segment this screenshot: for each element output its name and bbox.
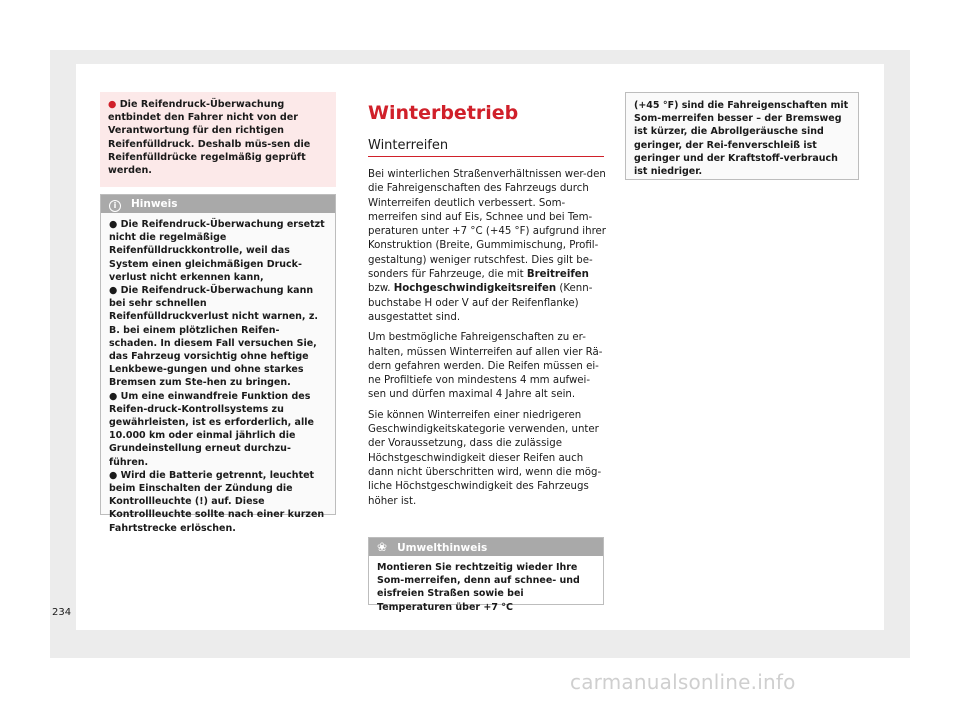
hint-item: ● Die Reifendruck-Überwachung kann bei sehr schnellen Reifenfülldruckverlust nicht warnen, z. B. bei einem plötzlichen Reifen-schaden. In diesem Fall versuchen Sie, das Fahrzeug vorsichtig ohne heftige Lenkbewe-gungen und ohne starkes Bremsen zum Ste-hen zu bringen.	[109, 285, 318, 389]
section-title: Winterbetrieb	[368, 102, 519, 124]
paragraph-3: Sie können Winterreifen einer niedrigeren Geschwindigkeitskategorie verwenden, unter der Voraussetzung, dass die zulässige Höchstgeschwindigkeit dieser Reifen auch dann nicht überschritten wird, wenn die mög-liche Höchstgeschwindigkeit des Fahrzeugs höher ist.	[368, 409, 602, 507]
watermark: carmanualsonline.info	[570, 670, 796, 694]
hint-box	[100, 194, 336, 534]
p1-bold-hochgeschwindigkeitsreifen: Hochgeschwindigkeitsreifen	[393, 283, 557, 295]
environment-note-text: Montieren Sie rechtzeitig wieder Ihre Som-merreifen, denn auf schnee- und eisfreien Straßen sowie bei Temperaturen über +7 °C	[377, 562, 580, 613]
hint-item-text: Wird die Batterie getrennt, leuchtet beim Einschalten der Zündung die Kontrollleuchte (!) auf. Diese Kontrollleuchte sollte nach einer kurzen Fahrtstrecke erlöschen.	[109, 469, 325, 534]
manual-page	[52, 64, 884, 630]
hint-item-text: Die Reifendruck-Überwachung kann bei sehr schnellen Reifenfülldruckverlust nicht warnen, z. B. bei einem plötzlichen Reifen-schaden. In diesem Fall versuchen Sie, das Fahrzeug vorsichtig ohne heftige Lenkbewe-gungen und ohne starkes Bremsen zum Ste-hen zu bringen.	[109, 285, 318, 389]
page-frame	[50, 50, 910, 658]
hint-item-text: Die Reifendruck-Überwachung ersetzt nicht die regelmäßige Reifenfülldruckkontrolle, weil das System einen gleichmäßigen Druck-verlust nicht erkennen kann,	[109, 219, 325, 283]
title-rule	[368, 156, 604, 157]
paragraph-2: Um bestmögliche Fahreigenschaften zu er-halten, müssen Winterreifen auf allen vier Rä-dern gefahren werden. Die Reifen müssen ei-ne Profiltiefe von mindestens 4 mm aufwei-sen und dürfen maximal 4 Jahre alt sein.	[368, 332, 603, 401]
info-icon: i	[109, 200, 121, 212]
hint-item: ● Um eine einwandfreie Funktion des Reifen-druck-Kontrollsystems zu gewährleisten, ist es erforderlich, alle 10.000 km oder einmal jährlich die Grundeinstellung erneut durchzu-führen.	[109, 390, 314, 468]
p1-text-e: (Kenn-buchstabe H oder V auf der Reifenflanke) ausgestattet sind.	[368, 283, 593, 323]
p1-text-a: Bei winterlichen Straßenverhältnissen wer-den die Fahreigenschaften des Fahrzeugs durch Winterreifen deutlich verbessert. Som-merreifen sind auf Eis, Schnee und bei Tem-peraturen unter +7 °C (+45 °F) aufgrund ihrer Konstruktion (Breite, Gummimischung, Profil-gestaltung) weniger rutschfest. Dies gilt be-sonders für Fahrzeuge, die mit	[368, 169, 606, 281]
hint-title: Hinweis	[131, 198, 178, 210]
warning-box	[100, 92, 336, 187]
hint-item-text: Um eine einwandfreie Funktion des Reifen-druck-Kontrollsystems zu gewährleisten, ist es erforderlich, alle 10.000 km oder einmal jährlich die Grundeinstellung erneut durchzu-führen.	[109, 390, 314, 468]
warning-content	[108, 98, 328, 177]
warning-text: Die Reifendruck-Überwachung entbindet den Fahrer nicht von der Verantwortung für den richtigen Reifenfülldruck. Deshalb müs-sen die Reifenfülldrücke regelmäßig geprüft werden.	[108, 99, 311, 177]
warning-bullet-icon: ●	[108, 99, 117, 110]
page-number: 234	[52, 607, 72, 618]
p1-text-c: bzw.	[368, 283, 394, 295]
environment-note-box	[368, 537, 604, 613]
continued-note-box	[625, 92, 859, 180]
p1-bold-breitreifen: Breitreifen	[526, 269, 589, 281]
environment-note-title: Umwelthinweis	[397, 542, 488, 554]
section-body	[368, 168, 606, 515]
section-subtitle: Winterreifen	[368, 138, 449, 153]
flower-icon: ❀	[377, 540, 388, 554]
hint-item: ● Wird die Batterie getrennt, leuchtet beim Einschalten der Zündung die Kontrollleuchte (!) auf. Diese Kontrollleuchte sollte nach einer kurzen Fahrtstrecke erlöschen.	[109, 469, 325, 534]
continued-note-text: (+45 °F) sind die Fahreigenschaften mit Som-merreifen besser – der Bremsweg ist kürzer, die Abrollgeräusche sind geringer, der Rei-fenverschleiß ist geringer und der Kraftstoff-verbrauch ist niedriger.	[634, 100, 849, 178]
paragraph-1	[368, 168, 606, 325]
hint-item: ● Die Reifendruck-Überwachung ersetzt nicht die regelmäßige Reifenfülldruckkontrolle, weil das System einen gleichmäßigen Druck-verlust nicht erkennen kann,	[109, 219, 325, 283]
hint-list	[101, 213, 335, 535]
environment-note-header	[369, 538, 603, 556]
hint-header	[101, 195, 335, 213]
